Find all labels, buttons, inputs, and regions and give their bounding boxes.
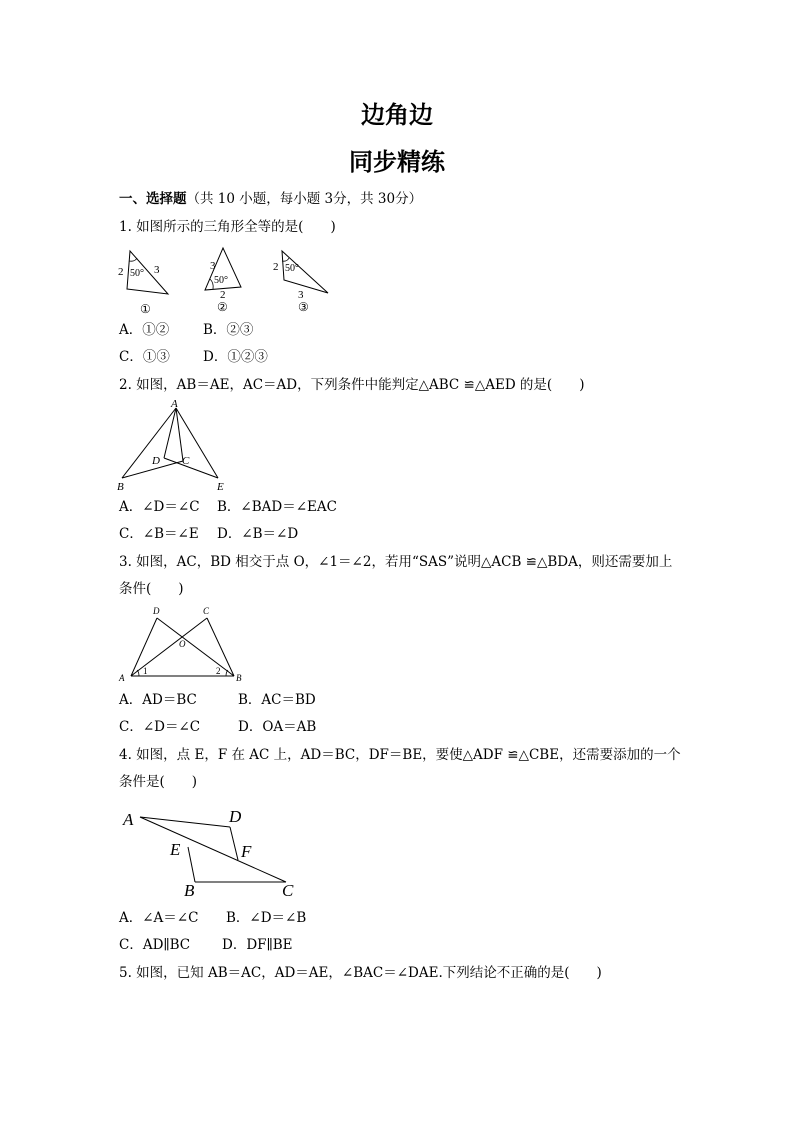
q3-label-angle-2: 2 [216,666,221,676]
q1-t3-mark: ③ [298,300,309,314]
q4-label-e: E [170,840,181,859]
section-heading: 一、选择题 [119,191,187,207]
q1-t1-angle: 50° [130,268,144,279]
question-3-stem-line1: 3. 如图，AC，BD 相交于点 O，∠1＝∠2，若用“SAS”说明△ACB ≌△BDA，则还需要加上 [119,554,673,570]
question-4-figure [118,802,308,902]
q1-t1-side-a: 2 [118,266,124,278]
question-3-figure [112,603,252,688]
q4-label-f: F [241,842,252,861]
q4-label-a: A [123,810,134,829]
question-4-stem-line1: 4. 如图，点 E，F 在 AC 上，AD＝BC，DF＝BE，要使△ADF ≌△CBE，还需要添加的一个 [119,747,681,763]
q3-label-angle-1: 1 [143,666,148,676]
q3-label-b: B [236,673,242,683]
q3-label-o: O [179,639,186,649]
q2-option-c[interactable]: C．∠B＝∠E [119,526,199,542]
q4-label-c: C [282,881,294,900]
q1-option-d[interactable]: D．①②③ [203,349,268,365]
question-1-figure [110,245,340,320]
q3-option-a[interactable]: A．AD＝BC [119,692,197,708]
q1-t3-angle: 50° [285,263,299,274]
q1-t1-side-b: 3 [154,264,160,276]
q1-option-b[interactable]: B．②③ [203,322,254,338]
q1-t2-angle: 50° [214,275,228,286]
question-2-stem: 2. 如图，AB＝AE，AC＝AD，下列条件中能判定△ABC ≌△AED 的是( ) [119,377,585,393]
q3-label-c: C [203,606,210,616]
q4-option-c[interactable]: C．AD∥BC [119,937,191,953]
q3-option-c[interactable]: C．∠D＝∠C [119,719,201,735]
q2-option-b[interactable]: B．∠BAD＝∠EAC [217,499,337,515]
page-subtitle: 同步精练 [349,148,445,176]
question-1-stem: 1. 如图所示的三角形全等的是( ) [119,219,336,235]
question-2-figure [110,398,240,493]
q2-label-e: E [217,481,224,493]
q1-t2-angle-arc [210,279,213,289]
page-title: 边角边 [361,101,433,129]
question-5-stem: 5. 如图，已知 AB＝AC，AD＝AE，∠BAC＝∠DAE.下列结论不正确的是( ) [119,965,602,981]
q1-t2-side-a: 3 [210,260,216,272]
q3-option-b[interactable]: B．AC＝BD [238,692,316,708]
q2-option-d[interactable]: D．∠B＝∠D [217,526,299,542]
q1-t2-mark: ② [217,300,228,314]
q1-option-a[interactable]: A．①② [119,322,170,338]
q2-label-b: B [117,481,124,493]
q1-t1-mark: ① [140,302,151,316]
q4-option-b[interactable]: B．∠D＝∠B [226,910,307,926]
q2-option-a[interactable]: A．∠D＝∠C [119,499,200,515]
q4-option-a[interactable]: A．∠A＝∠C [119,910,199,926]
q4-label-b: B [184,881,195,900]
q3-label-d: D [153,606,160,616]
q3-option-d[interactable]: D．OA＝AB [238,719,317,735]
q1-option-c[interactable]: C．①③ [119,349,170,365]
q2-label-a: A [171,398,178,410]
q1-t2-side-b: 2 [220,289,226,301]
q1-t3-side-a: 2 [273,261,279,273]
q4-label-d: D [229,807,242,826]
q3-label-a: A [119,673,125,683]
question-3-stem-line2: 条件( ) [119,581,184,597]
section-note: （共 10 小题，每小题 3分，共 30分） [186,191,423,207]
q2-label-d: D [152,455,160,467]
section-header [119,189,422,209]
q1-t1-angle-arc [129,258,137,261]
q2-label-c: C [182,455,190,467]
q4-option-d[interactable]: D．DF∥BE [222,937,293,953]
q1-t3-side-b: 3 [298,289,304,301]
question-4-stem-line2: 条件是( ) [119,774,198,790]
